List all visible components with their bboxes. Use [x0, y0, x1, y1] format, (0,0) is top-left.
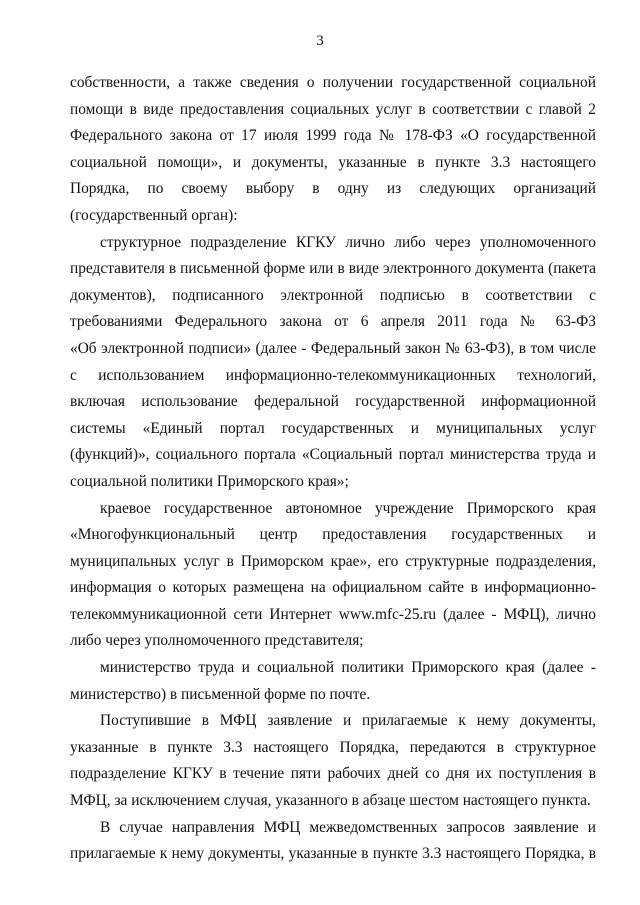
text-line: муниципальных услуг в Приморском крае», его структурные подразделения, [70, 552, 596, 570]
document-body [70, 70, 596, 868]
text-line: В случае направления МФЦ межведомственных запросов заявление и [100, 818, 596, 836]
text-line: министерство) в письменной форме по почте. [70, 685, 371, 703]
text-line: «Многофункциональный центр предоставления государственных и [70, 526, 596, 544]
text-line: Порядка, по своему выбору в одну из следующих организаций [70, 180, 596, 198]
text-line: «Об электронной подписи» (далее - Федеральный закон № 63-ФЗ), в том числе [70, 339, 596, 357]
text-line: указанные в пункте 3.3 настоящего Порядка, передаются в структурное [70, 738, 596, 756]
text-line: системы «Единый портал государственных и муниципальных услуг [70, 419, 596, 437]
text-line: либо через уполномоченного представителя; [70, 632, 364, 650]
text-line: МФЦ, за исключением случая, указанного в абзаце шестом настоящего пункта. [70, 792, 591, 810]
text-line: собственности, а также сведения о получении государственной социальной [70, 74, 596, 91]
text-line: телекоммуникационной сети Интернет www.mfc-25.ru (далее - МФЦ), лично [70, 605, 596, 623]
text-line: включая использование федеральной государственной информационной [70, 393, 596, 411]
text-line: Поступившие в МФЦ заявление и прилагаемые к нему документы, [100, 712, 596, 730]
text-line: министерство труда и социальной политики Приморского края (далее - [100, 659, 596, 677]
text-line: социальной политики Приморского края»; [70, 472, 349, 490]
text-line: социальной помощи», и документы, указанные в пункте 3.3 настоящего [70, 153, 596, 171]
page-number: 3 [316, 33, 324, 49]
text-line: представителя в письменной форме или в виде электронного документа (пакета [70, 260, 596, 278]
text-line: (функций)», социального портала «Социальный портал министерства труда и [70, 446, 596, 464]
text-line: прилагаемые к нему документы, указанные в пункте 3.3 настоящего Порядка, в [70, 845, 596, 863]
text-line: документов), подписанного электронной подписью в соответствии с [70, 286, 596, 304]
text-line: помощи в виде предоставления социальных услуг в соответствии с главой 2 [70, 100, 596, 118]
text-line: краевое государственное автономное учреждение Приморского края [100, 499, 596, 517]
text-line: Федерального закона от 17 июля 1999 года № 178-ФЗ «О государственной [70, 127, 596, 145]
text-line: информация о которых размещена на официальном сайте в информационно- [70, 579, 596, 597]
text-line: с использованием информационно-телекоммуникационных технологий, [70, 366, 596, 384]
text-line: требованиями Федерального закона от 6 апреля 2011 года № 63-ФЗ [70, 313, 596, 331]
text-line: (государственный орган): [70, 206, 238, 224]
text-line: подразделение КГКУ в течение пяти рабочих дней со дня их поступления в [70, 765, 596, 783]
text-line: структурное подразделение КГКУ лично либо через уполномоченного [100, 233, 596, 251]
